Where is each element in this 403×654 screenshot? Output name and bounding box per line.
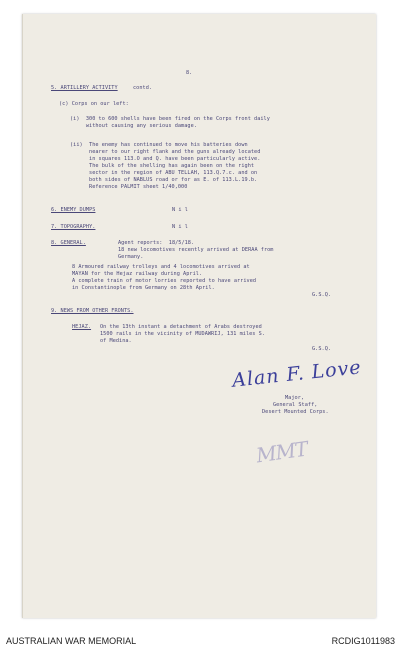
signature-unit: Desert Mounted Corps. [262,409,329,415]
item-2-line: Reference PALMIT sheet 1/40,000 [70,184,188,190]
general-line: 8 Armoured railway trolleys and 4 locomotives arrived at [72,264,250,270]
general-line: Germany. [118,254,144,260]
item-2-line: (ii) The enemy has continued to move his batteries down [70,142,248,148]
general-line: A complete train of motor lorries reported to have arrived [72,278,257,284]
hejaz-line: 1500 rails in the vicinity of MUDAWRIJ, 131 miles S. [100,331,266,337]
general-line: MAYAN for the Hejaz railway during April. [72,271,203,277]
section-6-value: N i l [172,207,188,213]
general-line: Agent reports: 18/5/18. [118,240,195,246]
general-line: in Constantinople from Germany on 28th April. [72,285,215,291]
general-sign: G.S.Q. [312,292,332,298]
footer-institution: AUSTRALIAN WAR MEMORIAL [6,636,137,646]
hejaz-sign: G.S.Q. [312,346,332,352]
footer-reference: RCDIG1011983 [331,636,395,646]
signature-staff: General Staff, [273,402,318,408]
item-1-line: without causing any serious damage. [70,123,197,129]
hejaz-line: On the 13th instant a detachment of Arabs destroyed [100,324,262,330]
hejaz-line: of Medina. [100,338,132,344]
general-line: 18 new locomotives recently arrived at DERAA from [118,247,274,253]
item-2-line: both sides of NABLUS road or for as E. of 113.L.19.b. [70,177,258,183]
section-5-c-label: (c) Corps on our left: [59,101,129,107]
initials-stamp: MMT [254,436,309,468]
section-8-heading: 8. GENERAL. [51,240,86,246]
item-2-line: sector in the region of ABU TELLAH, 113.Q.7.c. and on [70,170,258,176]
item-1-line: (i) 300 to 600 shells have been fired on the Corps front daily [70,116,270,122]
hejaz-label: HEJAZ. [72,324,92,330]
handwritten-signature: Alan F. Love [231,356,363,392]
section-7-value: N i l [172,224,188,230]
section-9-heading: 9. NEWS FROM OTHER FRONTS. [51,308,134,314]
page-number: 8. [186,70,193,76]
item-2-line: The bulk of the shelling has again been on the right [70,163,255,169]
item-2-line: in squares 113.O and Q. have been particularly active. [70,156,261,162]
item-2-line: nearer to our right flank and the guns already located [70,149,261,155]
section-5-heading: 5. ARTILLERY ACTIVITY [51,85,118,91]
section-7-heading: 7. TOPOGRAPHY. [51,224,96,230]
signature-rank: Major, [285,395,305,401]
section-5-contd: contd. [133,85,153,91]
section-6-heading: 6. ENEMY DUMPS [51,207,96,213]
